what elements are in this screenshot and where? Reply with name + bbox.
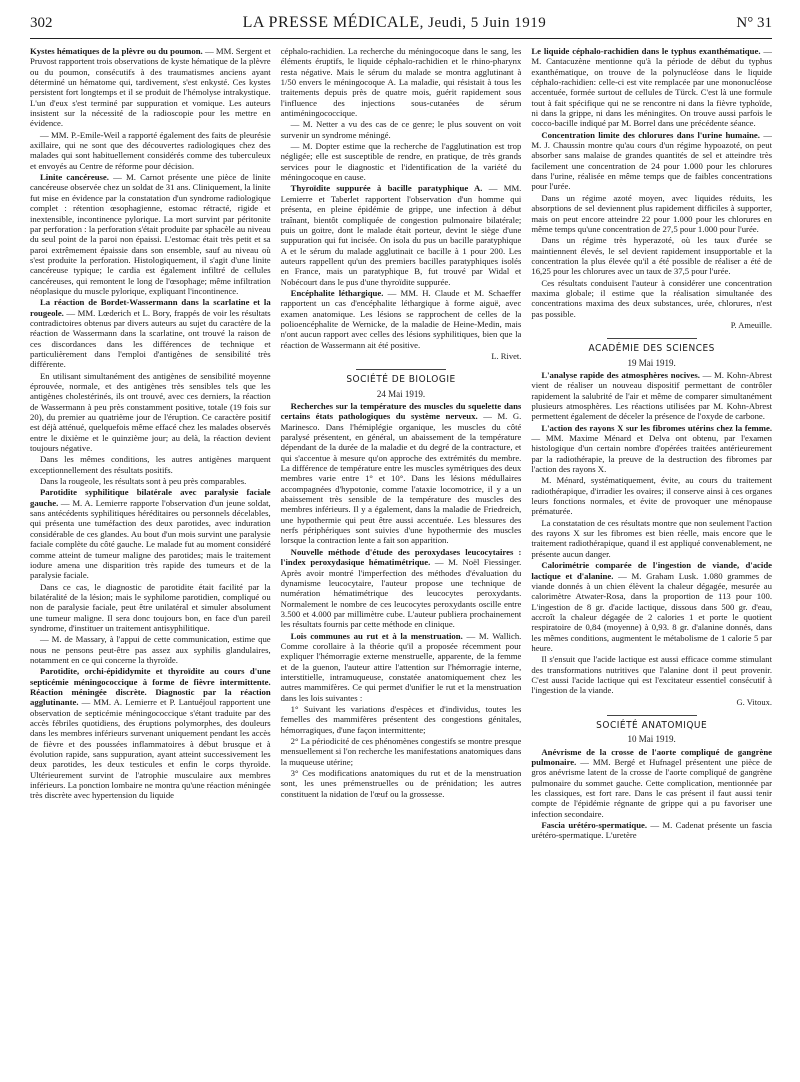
paragraph xyxy=(281,288,522,350)
paragraph-title: Recherches sur la température des muscles du squelette dans certains états pathologiques du système nerveux. xyxy=(280,401,522,422)
paragraph-title: Nouvelle méthode d'étude des peroxydases leucocytaires : l'index peroxydasique hématimétrique. xyxy=(280,546,522,568)
section-heading xyxy=(281,369,522,399)
section-date: 10 Mai 1919. xyxy=(627,734,676,745)
paragraph xyxy=(531,46,772,129)
paragraph xyxy=(531,747,772,819)
author-signature: L. Rivet. xyxy=(491,350,522,361)
paragraph: Il s'ensuit que l'acide lactique est aussi efficace comme stimulant des transformations nutritives que l'alanine dont il peut provenir. C'est aussi l'acide lactique qui est l'excitateur essentiel consécutif à l'ingestion de la viande. xyxy=(531,654,773,696)
paragraph: — M. de Massary, à l'appui de cette communication, estime que nous ne pensons peut-être pas assez aux syphilis glandulaires, notamment en ce qui concerne la thyroïde. xyxy=(30,634,271,665)
paragraph xyxy=(30,666,271,800)
paragraph-body: — MM. Maxime Ménard et Delva ont obtenu, par l'examen histologique d'un certain nombre d'opérées traitées antérieurement par la radiothérapie, la preuve de la destruction des fibromes par l'action des rayons X. xyxy=(531,433,773,475)
paragraph xyxy=(281,401,522,546)
paragraph xyxy=(30,46,271,129)
paragraph-title: La réaction de Bordet-Wassermann dans la scarlatine et la rougeole. xyxy=(30,297,271,318)
paragraph xyxy=(531,820,772,841)
paragraph-body: — MM. A. Lemierre et P. Lantuéjoul rapportent une observation de septicémie méningococcique s'étant traduite par des accès fébriles quotidiens, des éruptions polymorphes, des douleurs dans les membres inférieurs survenant uniquement pendant les accès de fièvre et des poussées inflammatoires à début brusque et à évolution rapide, sans suppuration, ayant atteint successivement les deux parotides, les deux testicules et enfin le corps thyroïde. Ultérieurement survint de l'atrophie musculaire aux membres inférieurs. La ponction lombaire ne montra qu'une réaction méningée très discrète avec hypertension du liquide xyxy=(30,697,271,801)
paragraph-title: Parotidite, orchi-épididymite et thyroïdite au cours d'une septicémie méningococcique à forme de fièvre intermittente. Réaction méningée discrète. Diagnostic par la réaction agglutinante. xyxy=(30,666,271,708)
paragraph: Dans un régime très hyperazoté, où les taux d'urée se maintiennent élevés, le sel devient rapidement insupportable et la concentration la plus élevée qu'il a été possible de réaliser a été de 16,25 pour les chlorures avec un taux de 37,5 pour l'urée. xyxy=(531,235,773,277)
paragraph-title: Le liquide céphalo-rachidien dans le typhus exanthématique. xyxy=(531,46,761,56)
paragraph-title: Parotidite syphilitique bilatérale avec paralysie faciale gauche. xyxy=(30,487,271,508)
paragraph xyxy=(281,631,522,703)
paragraph: Dans ce cas, le diagnostic de parotidite était facilité par la bilatéralité de la lésion; mais le syphilome parotidien, compliqué ou non de paralysie faciale, peut être unilatéral et simuler absolument une tumeur maligne. Il sera donc toujours bon, en face d'un pareil syndrome, d'instituer un traitement antisyphilitique. xyxy=(30,581,271,633)
paragraph-title: Lois communes au rut et à la menstruation. xyxy=(290,630,463,641)
paragraph: Dans un régime azoté moyen, avec liquides réduits, les absorptions de sel deviennent plus rapidement difficiles à supporter, mais on peut encore atteindre 22 pour 1.000 pour les chlorures en même temps qu'une concentration de 27,5 pour 1.000 pour l'urée. xyxy=(531,192,773,234)
article-columns xyxy=(30,46,772,1072)
paragraph-title: Linite cancéreuse. xyxy=(40,172,109,183)
paragraph-title: Fascia urétéro-spermatique. xyxy=(541,820,648,831)
paragraph-body: — M. Graham Lusk. 1.080 grammes de viande donnés à un chien élèvent la chaleur dégagée, mesurée au calorimètre Atwater-Rosa, dans la proportion de 113 pour 100. L'ingestion de 8 gr. d'acide lactique, dissous dans 500 gr. d'eau, accroît la chaleur dégagée de 2 calories 1 et porte le quotient respiratoire de 0,84 (moyenne) à 0,93. 8 gr. d'alanine donnés, dans les mêmes conditions, augmentent le métabolisme de 1 calorie 5 par heure. xyxy=(531,570,773,653)
section-name: SOCIÉTÉ DE BIOLOGIE xyxy=(346,374,456,386)
section-divider xyxy=(607,715,697,716)
paragraph-body: — M. Cadenat présente un fascia urétéro-spermatique. L'uretère xyxy=(531,820,773,841)
page-number: 302 xyxy=(30,15,53,31)
paragraph: 3° Ces modifications anatomiques du rut et de la menstruation sont, les unes prémenstruelles ou de prénidation; les autres constituent la nidation de l'œuf ou la grossesse. xyxy=(280,768,522,799)
paragraph: En utilisant simultanément des antigènes de sensibilité moyenne éprouvée, normale, et des antigènes très sensibles tels que les antigènes cholestérinés, ils ont trouvé, avec ces derniers, la réaction de Wassermann à peu près constamment positive, totale (19 fois sur 20), du premier au quatrième jour de l'éruption. Ce caractère positif est déjà atténué, quelquefois même effacé chez les malades observés entre le dixième et le quinzième jour; au delà, la réaction devient toujours négative. xyxy=(30,370,271,454)
section-date: 24 Mai 1919. xyxy=(376,388,426,399)
section-divider xyxy=(356,369,446,370)
paragraph-body: — M. Wallich. Comme corollaire à la théorie qu'il a proposée récemment pour expliquer l'hémorragie externe menstruelle, apparente, de la femme et de la guenon, l'auteur attire l'attention sur l'hémorragie interne, interstitielle, intramuqueuse, constatée anatomiquement chez les autres mammifères. Ce qui permet d'unifier le rut et la menstruation dans les lois suivantes : xyxy=(280,630,522,703)
paragraph xyxy=(281,183,522,286)
paragraph-body: — M. J. Chaussin montre qu'au cours d'un régime hypoazoté, on peut absorber sans malaise de grandes quantités de sel et atteindre très facilement une concentration de 24 pour 1.000 pour les chlorures dans l'urine, réalisée en même temps que de faibles concentrations pour l'urée. xyxy=(531,129,773,192)
paragraph-body: — MM. Sergent et Pruvost rapportent trois observations de kyste hématique de la plèvre ou du poumon, consécutifs à des traumatismes anciens ayant déterminé un hématome qui, tardivement, s'est enkysté. Ces kystes persistent fort longtemps et il se produit de l'hémolyse intrakystique. L'un d'eux s'est terminé par suppuration et vomique. Les auteurs insistent sur la nécessité de la radioscopie pour les mettre en évidence. xyxy=(30,46,271,129)
paragraph xyxy=(30,487,271,580)
paragraph-title: Anévrisme de la crosse de l'aorte compliqué de gangrène pulmonaire. xyxy=(531,746,773,767)
paragraph-title: L'analyse rapide des atmosphères nocives. xyxy=(541,369,700,380)
page-header xyxy=(30,14,772,34)
paragraph-title: L'action des rayons X sur les fibromes utérins chez la femme. xyxy=(541,422,773,433)
paragraph: La constatation de ces résultats montre que non seulement l'action des rayons X sur les fibromes est bien réelle, mais encore que le traitement radiothérapique, quand il est appliqué convenablement, ne présente aucun danger. xyxy=(531,517,773,559)
paragraph: Dans la rougeole, les résultats sont à peu près comparables. xyxy=(40,476,247,487)
paragraph-body: — M. G. Marinesco. Dans l'hémiplégie organique, les muscles du côté paralysé présentent, en général, un abaissement de la température dépendant de la durée de la maladie et du degré de la contracture, et qui s'accentue à mesure qu'on approche des extrémités du membre. La différence de température entre les muscles symétriques des deux membres varie entre 1° et 10°. Dans les lésions médullaires accompagnées d'hypotonie, comme l'ataxie locomotrice, il y a un abaissement très sensible de la température des muscles des membres inférieurs. Il y a également, dans la maladie de Friedreich, une hypothermie qui peut être aussi accentuée. Les blessures des nerfs périphériques sont suivies d'une hypothermie des muscles lorsque la contraction lente a fait son apparition. xyxy=(280,411,522,546)
paragraph-body: — MM. Lœderich et L. Bory, frappés de voir les résultats contradictoires obtenus par divers auteurs au sujet du caractère de la réaction de Wassermann dans la scarlatine, ont trouvé la raison de ces discordances dans les différences de technique et particulièrement dans l'emploi d'antigènes de sensibilité très différente. xyxy=(30,307,271,370)
column-3 xyxy=(531,46,772,1072)
paragraph-body: — MM. Bergé et Hufnagel présentent une pièce de gros anévrisme latent de la crosse de l'aorte compliqué de gangrène pulmonaire du sommet gauche. Cette complication, mentionnée par les classiques, est fort rare. Dans le cas présent il faut aussi tenir compte de l'épidémie régnante de grippe qui a pu favoriser une infection secondaire. xyxy=(531,757,773,819)
issue-date: , Jeudi, 5 Juin 1919 xyxy=(419,15,547,31)
author-signature: P. Ameuille. xyxy=(730,319,773,330)
paragraph-title: Kystes hématiques de la plèvre ou du poumon. xyxy=(30,46,203,56)
paragraph-title: Thyroïdite suppurée à bacille paratyphique A. xyxy=(290,183,483,194)
section-date: 19 Mai 1919. xyxy=(627,357,676,368)
section-divider xyxy=(607,338,697,339)
author-signature: G. Vitoux. xyxy=(736,696,773,707)
paragraph-body: — MM. H. Claude et M. Schaeffer rapportent un cas d'encéphalite léthargique à forme aiguë, avec examen anatomique. Les lésions se rapprochent de celles de la polioencéphalite de Wernicke, de la maladie de Heine-Medin, mais n'ont aucun rapport avec celles des lésions syphilitiques, bien que la réaction de Wassermann ait été positive. xyxy=(280,287,522,350)
paragraph: — MM. P.-Emile-Weil a rapporté également des faits de pleurésie axillaire, qui ne sont que des découvertes radiologiques chez des malades qui sont habituellement considérés comme des tuberculeux et envoyés au Centre de réforme pour décision. xyxy=(30,129,271,171)
paragraph-title: Calorimétrie comparée de l'ingestion de viande, d'acide lactique et d'alanine. xyxy=(531,560,773,581)
paragraph: Ces résultats conduisent l'auteur à considérer une concentration maxima globale; il estime que la réalisation simultanée des concentrations maxima des deux substances, urée, chlorures, n'est pas possible. xyxy=(531,277,773,319)
paragraph-body: — M. Noël Fiessinger. Après avoir montré l'imperfection des méthodes d'évaluation du dynamisme leucocytaire, l'auteur propose une technique de numération hématimétrique des leucocytes peroxydants. Normalement le nombre de ces leucocytes peroxydants oscille entre 3.500 et 4.000 par millimètre cube. L'auteur publiera prochainement les résultats fournis par cette méthode en clinique. xyxy=(280,557,522,630)
header-rule xyxy=(30,38,772,39)
paragraph-body: — MM. Lemierre et Taberlet rapportent l'observation d'un homme qui présenta, en pleine épidémie de grippe, une infection à début traînant, bientôt compliquée de congestion pulmonaire bilatérale; puis un goitre, dont le malade était porteur, devint le siège d'une suppuration qui fut incisée. On isola du pus un bacille paratyphique A et le sérum du malade agglutinait ce bacille à 1 pour 200. Les auteurs rappellent qu'un des premiers bacilles paratyphiques isolés en France, mais un paratyphique B, fut trouvé par Widal et Nobécourt dans le pus d'une thyroïdite suppurée. xyxy=(280,183,522,287)
journal-name: LA PRESSE MÉDICALE xyxy=(242,14,420,31)
paragraph xyxy=(531,130,772,192)
paragraph: 1° Suivant les variations d'espèces et d'individus, toutes les femelles des mammifères présentent des congestions génitales, hémorragiques, d'une façon intermittente; xyxy=(280,703,522,735)
section-name: SOCIÉTÉ ANATOMIQUE xyxy=(596,719,708,731)
paragraph-body: — M. Cantacuzène mentionne qu'à la période de début du typhus exanthématique, on trouve de la polynucléose dans le liquide céphalo-rachidien: celle-ci est vite remplacée par une mononucléose accentuée, formée surtout de cellules de Türck. C'est là une formule tout à fait spécifique qui ne se rencontre ni dans la fièvre typhoïde, ni dans la grippe, ni dans les méningites. On trouve aussi parfois le cocco-bacille indiqué par M. Borrel dans une précédente séance. xyxy=(531,46,773,129)
paragraph: 2° La périodicité de ces phénomènes congestifs se montre presque mensuellement si l'on recherche les manifestations anatomiques dans la muqueuse utérine; xyxy=(280,736,522,767)
section-heading xyxy=(531,715,772,745)
column-1 xyxy=(30,46,271,1072)
paragraph-body: — M. Kohn-Abrest vient de réaliser un nouveau dispositif permettant de contrôler rapidement la salubrité de l'air et même de comparer simultanément plusieurs atmosphères. Les réactions utilisées par M. Kohn-Abrest permettent également de déceler la présence de l'oxyde de carbone. xyxy=(531,369,773,422)
paragraph xyxy=(281,547,522,630)
paragraph: Dans les mêmes conditions, les autres antigènes marquent exceptionnellement des résultats positifs. xyxy=(30,454,271,475)
paragraph: M. Ménard, systématiquement, évite, au cours du traitement radiothérapique, d'irradier les ovaires; il conserve ainsi à ces organes leurs fonctions normales, et évite de provoquer une ménopause prématurée. xyxy=(531,475,773,517)
column-2 xyxy=(281,46,522,1072)
paragraph: — M. Netter a vu des cas de ce genre; le plus souvent on voit survenir un syndrome méningé. xyxy=(280,119,522,140)
issue-number: N° 31 xyxy=(736,15,772,31)
paragraph-title: Encéphalite léthargique. xyxy=(290,287,384,298)
paragraph: céphalo-rachidien. La recherche du méningocoque dans le sang, les éléments éruptifs, le liquide céphalo-rachidien et le rhino-pharynx resta négative. Mais le sérum du malade se montra agglutinant à 1/50 envers le méningocoque A. La maladie, qui résistait à tous les traitements depuis près de quatre mois, guérit rapidement sous l'influence des injections sous-cutanées de sérum antiméningococcique. xyxy=(280,46,522,119)
journal-title xyxy=(243,14,547,32)
paragraph xyxy=(30,172,271,296)
paragraph: — M. Dopter estime que la recherche de l'agglutination est trop négligée; elle est susceptible de rendre, en pratique, de très grands services pour le diagnostic et l'identification de la variété du méningocoque en cause. xyxy=(280,141,522,183)
paragraph-title: Concentration limite des chlorures dans l'urine humaine. xyxy=(541,129,760,140)
paragraph-body: — M. A. Lemierre rapporte l'observation d'un jeune soldat, sans antécédents syphilitiques héréditaires ou personnels décelables, qui présenta une tuméfaction des deux parotides, avec induration considérable de ces glandes. Au bout d'un mois survint une paralysie faciale complète du côté gauche. Le malade fut au moment considéré comme atteint de tumeur maligne des parotides; mais le traitement iodure amena une disparition très rapide des tumeurs et de la paralysie faciale. xyxy=(30,497,271,581)
paragraph xyxy=(531,423,772,475)
paragraph xyxy=(30,297,271,369)
paragraph-body: — M. Carnot présente une pièce de linite cancéreuse observée chez un soldat de 31 ans. Cliniquement, la linite fut mise en évidence par la constatation d'un syndrome radiologique complet : rétention œsophagienne, estomac rétracté, rigide et inextensible, incontinence pylorique. La mort survint par péritonite par perforation : la perforation s'était produite par sphacèle au niveau du seul point de la paroi non épaissi. L'estomac était très petit et sa paroi extrêmement épaissie dans son ensemble, sauf au niveau où s'est produite la perforation. Histologiquement, il s'agit d'une linite cancéreuse typique; le cardia est également infiltré de cellules cancéreuses, qui remontent le long de l'œsophage; même infiltration néoplasique du muscle pylorique, expliquant l'incontinence. xyxy=(30,172,271,296)
paragraph xyxy=(531,370,772,422)
section-name: ACADÉMIE DES SCIENCES xyxy=(588,343,715,355)
section-heading xyxy=(531,338,772,368)
paragraph xyxy=(531,560,772,653)
